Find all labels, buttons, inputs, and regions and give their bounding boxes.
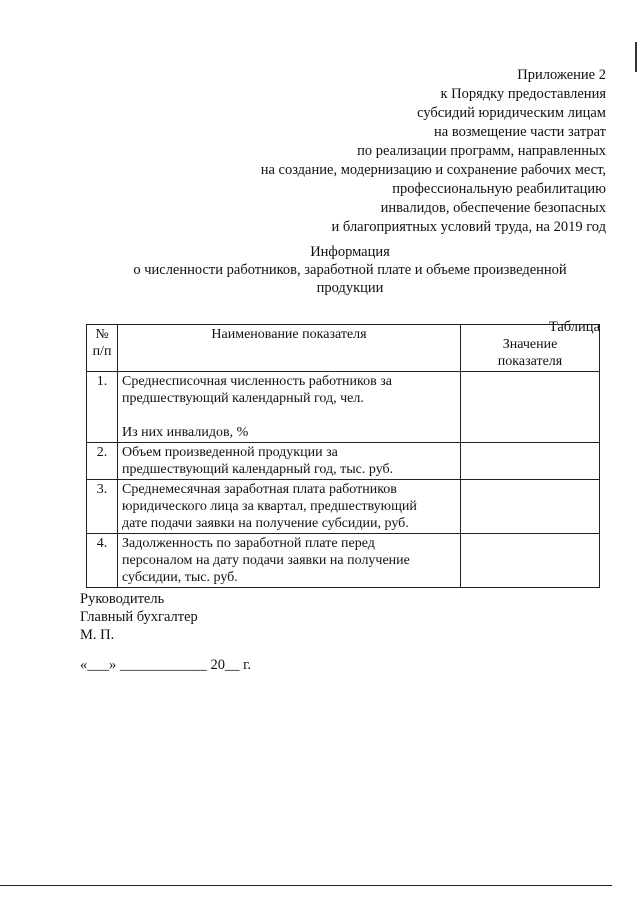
header-indicator-name-text: Наименование показателя (211, 327, 367, 342)
row-number: 2. (87, 443, 118, 480)
row-text-line: Из них инвалидов, % (122, 425, 249, 440)
appendix-block (261, 66, 606, 237)
signature-accountant: Главный бухгалтер (80, 609, 198, 625)
header-number (87, 325, 118, 372)
stamp-place: М. П. (80, 627, 115, 643)
row-text-line: юридического лица за квартал, предшествующий (122, 499, 417, 514)
document-subtitle-line: продукции (316, 280, 384, 296)
document-heading: Информация (310, 244, 390, 260)
row-text-line: предшествующий календарный год, тыс. руб. (122, 462, 394, 477)
table-row (87, 480, 600, 534)
document-subtitle-line: о численности работников, заработной плате и объеме произведенной (133, 262, 567, 278)
appendix-line: на возмещение части затрат (434, 124, 606, 140)
document-title-block (70, 243, 630, 297)
row-indicator-name (118, 372, 461, 443)
header-value-line2: показателя (497, 354, 563, 369)
table-header-row (87, 325, 600, 372)
table-row (87, 372, 600, 443)
appendix-line: на создание, модернизацию и сохранение рабочих мест, (260, 162, 606, 178)
row-text-line: дате подачи заявки на получение субсидии, руб. (122, 516, 409, 531)
appendix-line: субсидий юридическим лицам (417, 105, 606, 121)
row-text-line: Объем произведенной продукции за (122, 445, 338, 460)
appendix-line: по реализации программ, направленных (357, 143, 606, 159)
header-number-line2: п/п (92, 344, 112, 359)
header-indicator-value (461, 325, 600, 372)
row-text-line: субсидии, тыс. руб. (122, 570, 238, 585)
table-row (87, 534, 600, 588)
appendix-line: к Порядку предоставления (440, 86, 606, 102)
row-number: 1. (87, 372, 118, 443)
row-indicator-name (118, 534, 461, 588)
row-value-cell[interactable] (461, 534, 600, 588)
signature-head: Руководитель (80, 591, 165, 607)
row-text-line: Среднемесячная заработная плата работников (122, 482, 397, 497)
header-number-line1: № (95, 327, 109, 342)
date-line[interactable]: «___» ____________ 20__ г. (80, 657, 252, 673)
row-text-line: предшествующий календарный год, чел. (122, 391, 364, 406)
row-text-line: персоналом на дату подачи заявки на получение (122, 553, 410, 568)
row-number: 3. (87, 480, 118, 534)
row-text-line: Задолженность по заработной плате перед (122, 536, 375, 551)
appendix-line: профессиональную реабилитацию (392, 181, 606, 197)
appendix-line: инвалидов, обеспечение безопасных (380, 200, 606, 216)
table-caption: Таблица (548, 319, 600, 335)
signatures-block (80, 590, 198, 644)
row-indicator-name (118, 480, 461, 534)
row-indicator-name (118, 443, 461, 480)
row-value-cell[interactable] (461, 372, 600, 443)
indicators-table (86, 324, 600, 588)
page-bottom-rule (0, 885, 612, 886)
table-row (87, 443, 600, 480)
row-number: 4. (87, 534, 118, 588)
row-value-cell[interactable] (461, 443, 600, 480)
scan-edge-mark (635, 42, 637, 72)
row-text-line: Среднесписочная численность работников за (122, 374, 392, 389)
appendix-line: и благоприятных условий труда, на 2019 год (331, 219, 606, 235)
header-value-line1: Значение (502, 337, 558, 352)
row-value-cell[interactable] (461, 480, 600, 534)
header-indicator-name (118, 325, 461, 372)
appendix-line: Приложение 2 (517, 67, 606, 83)
